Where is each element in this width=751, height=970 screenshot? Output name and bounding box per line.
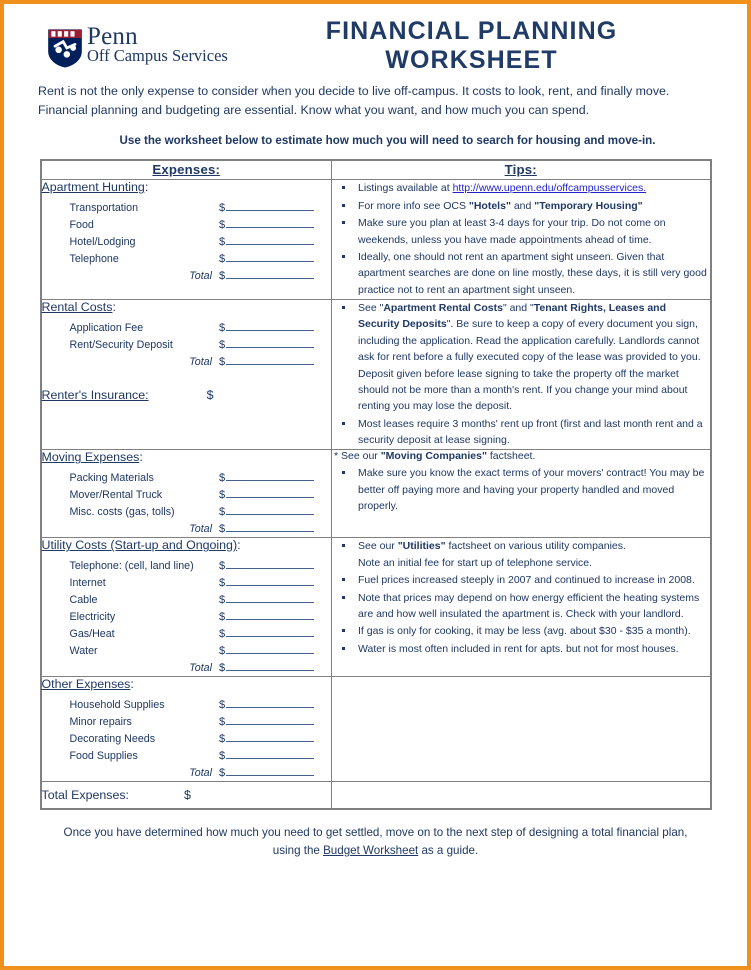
expense-row [42,696,332,713]
expenses-cell [41,450,332,538]
emphasis-text: "Moving Companies" [380,450,487,463]
tip-bullet [332,300,710,415]
section-total-field[interactable] [219,520,331,537]
currency-symbol: $ [206,388,214,403]
expense-line-items [42,199,332,284]
footer-line-2-suffix: as a guide. [418,843,479,857]
footer-note [32,810,719,859]
section-heading-colon: : [237,538,241,553]
tips-cell [332,450,711,538]
currency-symbol: $ [219,628,226,641]
emphasis-text: "Temporary Housing" [534,199,643,212]
tip-bullet [332,416,710,449]
currency-symbol: $ [219,506,226,519]
currency-symbol: $ [219,489,226,502]
expense-row [42,591,332,608]
currency-symbol: $ [219,356,226,369]
amount-input-line[interactable] [226,505,314,515]
logo-brand: Penn [87,22,138,50]
amount-input-line[interactable] [226,488,314,498]
currency-symbol: $ [219,236,226,249]
expense-label: Rent/Security Deposit [69,339,173,352]
external-link[interactable]: http://www.upenn.edu/offcampusservices. [452,182,647,195]
section-total-label: Total [189,356,212,369]
expense-amount-field[interactable] [219,625,331,642]
expense-label: Telephone: (cell, land line) [69,560,194,573]
tip-text: " and " [502,302,534,315]
expense-amount-field[interactable] [219,591,331,608]
worksheet-table [40,159,712,810]
tip-text: * See our [334,450,381,463]
currency-symbol: $ [219,202,226,215]
budget-worksheet-link[interactable]: Budget Worksheet [323,843,419,857]
renters-insurance-row [42,388,332,402]
tips-list [332,538,710,657]
currency-symbol: $ [219,219,226,232]
tip-bullet [332,465,710,514]
tip-bullet [332,180,710,196]
logo-unit: Off Campus Services [87,45,228,65]
expense-label: Water [69,645,98,658]
total-expenses-row [42,782,332,808]
tip-sub-note: Note an initial fee for start up of telephone service. [358,556,593,569]
sub-intro-instruction: Use the worksheet below to estimate how much you will need to search for housing and move-in. [119,134,656,148]
amount-input-line[interactable] [226,627,314,637]
currency-symbol: $ [219,750,226,763]
expense-label: Mover/Rental Truck [69,489,163,502]
currency-symbol: $ [183,788,191,803]
tips-header-label: Tips: [504,162,537,178]
expense-row [42,747,332,764]
tip-text: Most leases require 3 months' rent up front (first and last month rent and a security deposit at lease signing. [358,417,703,447]
tips-column-header [332,160,711,180]
amount-input-line[interactable] [226,732,314,742]
tip-bullet [332,249,710,298]
expense-label: Electricity [69,611,116,624]
section-total-field[interactable] [219,764,331,781]
expense-row [42,486,332,503]
emphasis-text: Apartment Rental Costs [383,302,503,315]
currency-symbol: $ [219,699,226,712]
currency-symbol: $ [219,594,226,607]
amount-input-line[interactable] [226,749,314,759]
expense-line-items [42,696,332,781]
tip-text: Note that prices may depend on how energy efficient the heating systems are and how well insulated the apartment is. Check with your landlord. [358,591,700,620]
expense-amount-field[interactable] [219,642,331,659]
worksheet-body [41,180,711,810]
worksheet-section-row [41,450,711,538]
section-total-row [42,267,332,284]
amount-input-line[interactable] [226,593,314,603]
tips-cell [332,677,711,782]
section-heading [42,450,332,464]
expense-label: Decorating Needs [69,733,156,746]
section-total-row [42,520,332,537]
footer-line-1: Once you have determined how much you need to get settled, move on to the next step of designing a total financial plan, [63,826,688,840]
expense-label: Packing Materials [69,472,154,485]
section-total-label: Total [189,523,212,536]
expenses-cell [41,180,332,300]
expense-amount-field[interactable] [219,696,331,713]
tips-list [332,300,710,448]
amount-input-line[interactable] [226,218,314,228]
amount-input-line[interactable] [226,698,314,708]
expense-row [42,642,332,659]
expense-amount-field[interactable] [219,730,331,747]
currency-symbol: $ [219,767,226,780]
section-heading-label: Rental Costs [41,300,113,315]
tip-text: Listings available at [358,182,453,195]
expense-label: Telephone [69,253,119,266]
tips-cell [332,300,711,450]
amount-input-line[interactable] [226,522,314,532]
emphasis-text: Tenant Rights, Leases and Security Deposits [358,302,666,331]
tip-text: ". Be sure to keep a copy of every document you sign, including the application. Read the application carefully. Landlords cannot ask for rent before a fully executed copy of the lease was provided to you. Deposit given before lease signing to take the property off the market should not be more than a month's rent. If you change your mind about renting you may lose the deposit. [358,318,701,413]
currency-symbol: $ [219,560,226,573]
expense-label: Minor repairs [69,716,132,729]
section-heading-colon: : [130,677,134,692]
amount-input-line[interactable] [226,201,314,211]
currency-symbol: $ [219,523,226,536]
expense-row [42,503,332,520]
expense-label: Food Supplies [69,750,138,763]
tips-cell [332,538,711,677]
section-total-label: Total [189,767,212,780]
expense-row [42,250,332,267]
expense-line-items [42,557,332,676]
expense-label: Gas/Heat [69,628,115,641]
amount-input-line[interactable] [226,252,314,262]
expense-row [42,216,332,233]
expense-amount-field[interactable] [219,216,331,233]
currency-symbol: $ [219,472,226,485]
worksheet-section-row [41,300,711,450]
expense-line-items [42,469,332,537]
currency-symbol: $ [219,611,226,624]
amount-input-line[interactable] [226,321,314,331]
tip-text: See our [358,540,398,553]
expense-row [42,730,332,747]
tip-bullet [332,215,710,248]
section-total-field[interactable] [219,353,331,370]
section-heading [42,300,332,314]
section-total-field[interactable] [219,659,331,676]
tip-text: See " [358,302,384,315]
tip-text: factsheet on various utility companies. [445,540,626,553]
expense-label: Food [69,219,94,232]
tip-text: For more info see OCS [358,199,469,212]
intro-paragraph: Rent is not the only expense to consider when you decide to live off-campus. It costs to look, rent, and finally move. Financial planning and budgeting are essential. Know what you want, and how much you can spend. [38,84,670,118]
tip-bullet [332,623,710,639]
expense-row [42,319,332,336]
total-expenses-field[interactable] [184,788,191,802]
tip-bullet [332,198,710,214]
expense-row [42,469,332,486]
expense-amount-field[interactable] [219,557,331,574]
expense-label: Misc. costs (gas, tolls) [69,506,175,519]
currency-symbol: $ [219,322,226,335]
expense-line-items [42,319,332,370]
expense-label: Internet [69,577,106,590]
section-heading-colon: : [144,180,149,195]
section-total-row [42,764,332,781]
amount-input-line[interactable] [226,715,314,725]
section-total-field[interactable] [219,267,331,284]
amount-input-line[interactable] [226,355,314,365]
expense-label: Hotel/Lodging [69,236,136,249]
section-total-row [42,353,332,370]
tip-text: Fuel prices increased steeply in 2007 and continued to increase in 2008. [358,574,695,587]
amount-input-line[interactable] [226,576,314,586]
amount-input-line[interactable] [226,661,314,671]
expense-amount-field[interactable] [219,469,331,486]
logo-wordmark [87,22,228,65]
expense-amount-field[interactable] [219,747,331,764]
tip-text: factsheet. [486,450,536,463]
expenses-column-header [41,160,332,180]
tips-list [332,180,710,298]
grand-total-cell [41,782,332,810]
tip-bullet [332,572,710,588]
expense-label: Transportation [69,202,139,215]
worksheet-section-row [41,180,711,300]
section-heading [42,538,332,552]
page-header [32,18,719,74]
emphasis-text: "Hotels" [468,199,511,212]
expense-label: Application Fee [69,322,144,335]
tip-text: Ideally, one should not rent an apartment sight unseen. Given that apartment searches are done on line mostly, these days, it is still very good practice not to rent an apartment sight unseen. [358,250,707,296]
table-header-row [41,160,711,180]
currency-symbol: $ [219,270,226,283]
expense-row [42,608,332,625]
section-heading-label: Moving Expenses [41,450,140,465]
tip-bullet [332,538,710,571]
tips-cell [332,180,711,300]
section-heading-colon: : [112,300,116,315]
currency-symbol: $ [219,733,226,746]
renters-insurance-field[interactable] [207,388,214,402]
section-heading [42,677,332,691]
expense-amount-field[interactable] [219,503,331,520]
footer-line-2-prefix: using the [272,843,324,857]
amount-input-line[interactable] [226,235,314,245]
expense-row [42,557,332,574]
tip-text: If gas is only for cooking, it may be less (avg. about $30 - $35 a month). [358,625,691,638]
expense-amount-field[interactable] [219,608,331,625]
expense-row [42,336,332,353]
amount-input-line[interactable] [226,644,314,654]
tips-list [332,465,710,514]
expense-row [42,233,332,250]
total-expenses-label: Total Expenses: [41,788,129,803]
expense-row [42,199,332,216]
expense-amount-field[interactable] [219,486,331,503]
expense-amount-field[interactable] [219,574,331,591]
section-heading-colon: : [139,450,143,465]
expense-amount-field[interactable] [219,336,331,353]
currency-symbol: $ [219,339,226,352]
tip-text: Make sure you know the exact terms of your movers' contract! You may be better off paying more and having your property handled and moved properly. [358,467,705,513]
section-heading-label: Other Expenses [41,677,131,692]
amount-input-line[interactable] [226,338,314,348]
tip-text: Make sure you plan at least 3-4 days for your trip. Do not come on weekends, unless you have made appointments ahead of time. [358,217,666,246]
amount-input-line[interactable] [226,559,314,569]
expense-row [42,713,332,730]
grand-total-row [41,782,711,810]
section-heading-label: Apartment Hunting [41,180,145,195]
section-heading [42,180,332,194]
amount-input-line[interactable] [226,471,314,481]
amount-input-line[interactable] [226,610,314,620]
expense-label: Cable [69,594,98,607]
page-title: FINANCIAL PLANNING WORKSHEET [325,17,618,74]
penn-ocs-logo [46,22,242,68]
currency-symbol: $ [219,662,226,675]
expenses-header-label: Expenses: [152,162,221,178]
expense-amount-field[interactable] [219,713,331,730]
expense-row [42,574,332,591]
tip-text: Water is most often included in rent for apts. but not for most houses. [358,642,679,655]
currency-symbol: $ [219,577,226,590]
expenses-cell [41,538,332,677]
section-total-row [42,659,332,676]
section-total-label: Total [189,662,212,675]
tip-bullet [332,641,710,657]
expense-amount-field[interactable] [219,199,331,216]
expense-amount-field[interactable] [219,233,331,250]
expenses-cell [41,677,332,782]
tip-note [332,450,710,462]
expense-row [42,625,332,642]
section-total-label: Total [189,270,212,283]
grand-total-tips-cell [332,782,711,810]
section-heading-label: Utility Costs (Start-up and Ongoing) [41,538,238,553]
emphasis-text: "Utilities" [397,540,446,553]
amount-input-line[interactable] [226,766,314,776]
expenses-cell [41,300,332,450]
renters-insurance-label: Renter's Insurance: [41,388,149,403]
expense-label: Household Supplies [69,699,165,712]
currency-symbol: $ [219,253,226,266]
tip-bullet [332,590,710,623]
worksheet-section-row [41,677,711,782]
expense-amount-field[interactable] [219,250,331,267]
amount-input-line[interactable] [226,269,314,279]
currency-symbol: $ [219,645,226,658]
expense-amount-field[interactable] [219,319,331,336]
worksheet-section-row [41,538,711,677]
tip-text: and [510,199,535,212]
currency-symbol: $ [219,716,226,729]
penn-shield-icon [46,28,84,68]
